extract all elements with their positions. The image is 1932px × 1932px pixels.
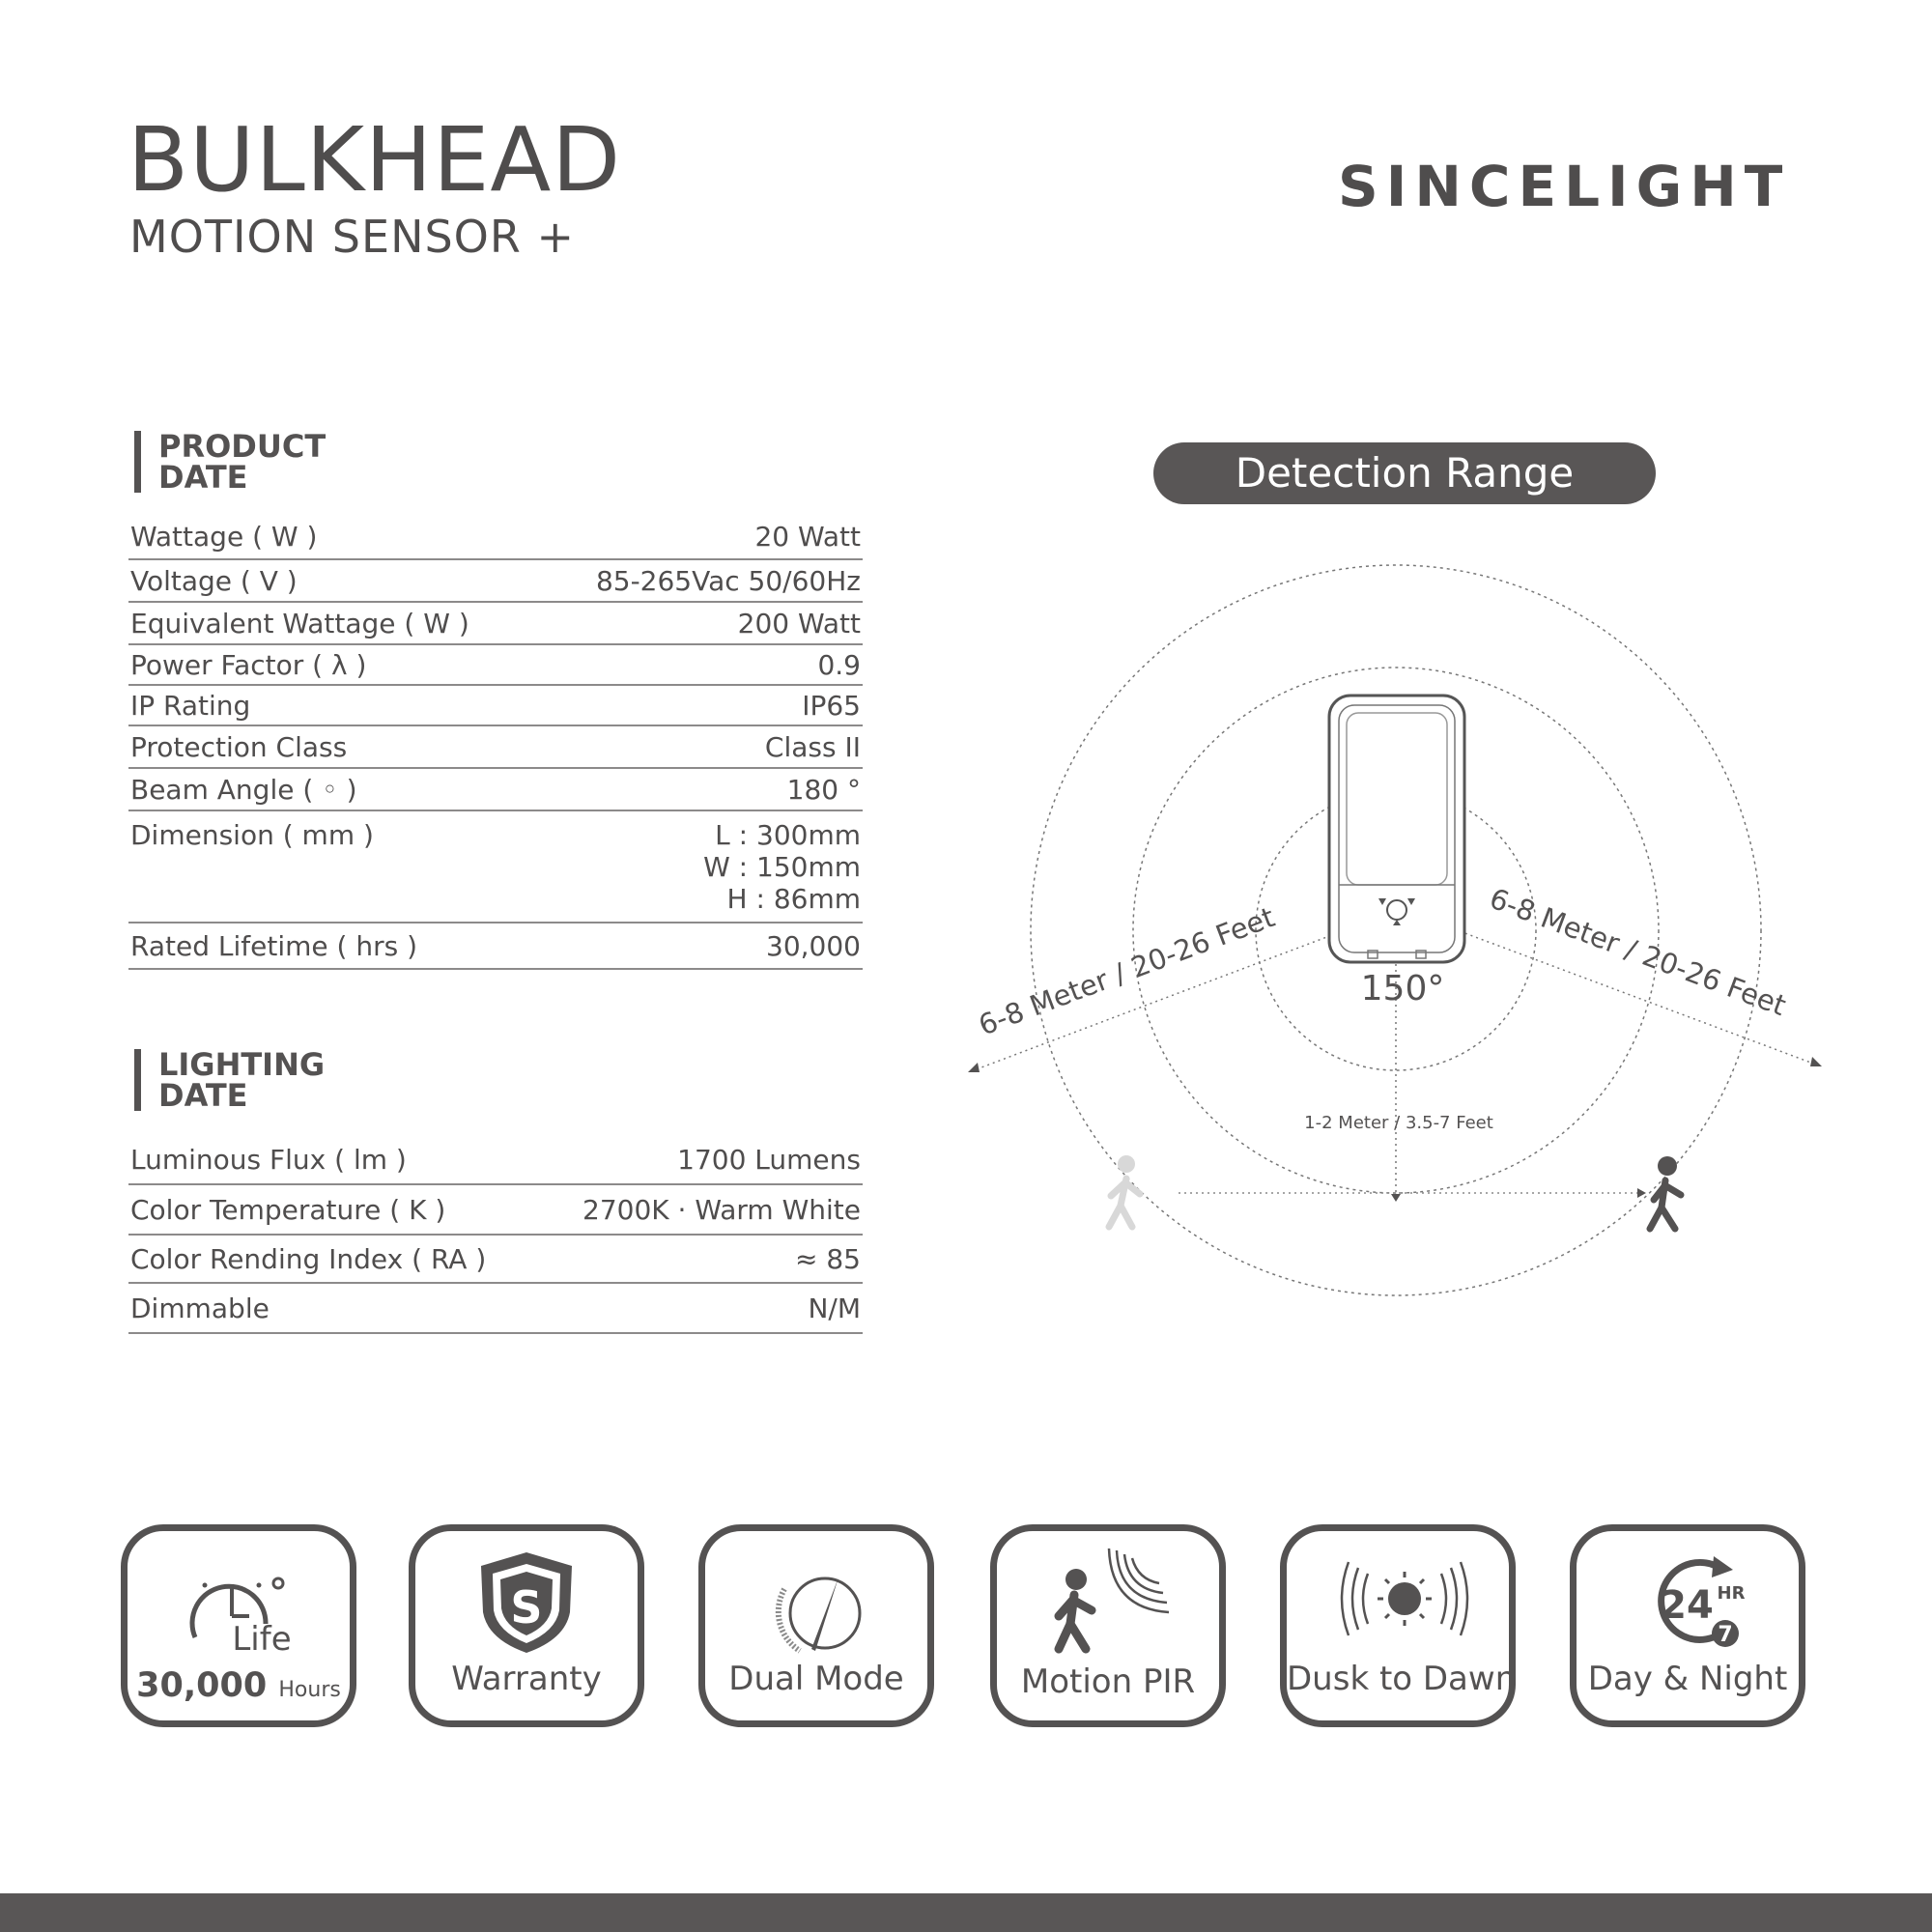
row-label: Luminous Flux ( lm ) <box>130 1143 407 1176</box>
dusk-to-dawn-label: Dusk to Dawn <box>1287 1660 1517 1698</box>
row-label: Equivalent Wattage ( W ) <box>130 607 469 639</box>
near-arrow-head <box>1391 1194 1401 1202</box>
near-range-label: 1-2 Meter / 3.5-7 Feet <box>1304 1113 1493 1133</box>
table-row <box>128 1284 863 1334</box>
feature-card-warranty <box>409 1524 644 1727</box>
row-label: Power Factor ( λ ) <box>130 648 367 681</box>
table-row <box>128 726 863 769</box>
life-value-line <box>128 1666 350 1705</box>
brand-logo: SINCELIGHT <box>1338 154 1791 219</box>
row-label: Wattage ( W ) <box>130 520 318 553</box>
life-label: Life <box>232 1620 292 1659</box>
table-row <box>128 686 863 726</box>
row-value: 0.9 <box>817 648 861 681</box>
row-value: 2700K · Warm White <box>582 1193 861 1226</box>
svg-text:S: S <box>510 1581 543 1634</box>
badge-7: 7 <box>1718 1623 1733 1647</box>
badge-24: 24 <box>1660 1583 1714 1628</box>
lighting-data-heading <box>134 1046 390 1114</box>
row-value: 200 Watt <box>737 607 861 639</box>
table-row <box>128 1236 863 1284</box>
feature-card-life <box>121 1524 356 1727</box>
life-value: 30,000 <box>136 1666 268 1705</box>
product-spec-table <box>128 514 863 970</box>
row-value: 180 ° <box>786 773 861 806</box>
row-value: ≈ 85 <box>795 1242 861 1275</box>
walk-arrow-head <box>1637 1188 1646 1198</box>
dual-mode-label: Dual Mode <box>728 1660 904 1698</box>
left-arrow-head <box>968 1063 980 1072</box>
row-value: N/M <box>808 1292 861 1324</box>
heading-line: LIGHTING <box>158 1046 326 1083</box>
table-row <box>128 603 863 645</box>
row-label: Protection Class <box>130 730 348 763</box>
heading-line: DATE <box>158 459 248 496</box>
product-title: BULKHEAD <box>128 108 622 212</box>
row-value: IP65 <box>802 689 861 722</box>
row-label: Dimmable <box>130 1292 270 1324</box>
product-subtitle: MOTION SENSOR + <box>129 211 576 263</box>
lighting-spec-table <box>128 1135 863 1334</box>
life-unit: Hours <box>278 1678 341 1702</box>
table-row <box>128 560 863 603</box>
row-value: 30,000 <box>766 929 861 962</box>
heading-line: DATE <box>158 1077 248 1114</box>
table-row <box>128 1135 863 1185</box>
row-value: Class II <box>764 730 861 763</box>
feature-card-dual-mode <box>698 1524 934 1727</box>
row-label: Beam Angle ( ◦ ) <box>130 773 357 806</box>
day-night-label: Day & Night <box>1587 1660 1788 1698</box>
feature-card-motion-pir <box>990 1524 1226 1727</box>
feature-card-dusk-to-dawn <box>1280 1524 1516 1727</box>
left-range-label: 6-8 Meter / 20-26 Feet <box>974 900 1279 1042</box>
dimension-line: L : 300mm <box>715 819 861 851</box>
table-row <box>128 1185 863 1236</box>
row-label: Color Temperature ( K ) <box>130 1193 446 1226</box>
warranty-label: Warranty <box>451 1660 602 1698</box>
heading-line: PRODUCT <box>158 428 327 465</box>
detection-diagram <box>956 560 1845 1333</box>
row-label: Voltage ( V ) <box>130 564 298 597</box>
right-range-label: 6-8 Meter / 20-26 Feet <box>1485 881 1791 1023</box>
row-value <box>703 819 861 915</box>
footer-bar <box>0 1893 1932 1932</box>
dimension-line: W : 150mm <box>703 851 861 883</box>
row-label: IP Rating <box>130 689 251 722</box>
table-row <box>128 645 863 686</box>
table-row <box>128 514 863 560</box>
detection-range-title: Detection Range <box>1153 442 1656 504</box>
walking-person-faded-icon <box>1109 1155 1140 1227</box>
badge-hr: HR <box>1717 1583 1746 1604</box>
feature-card-day-night <box>1570 1524 1805 1727</box>
row-label: Color Rending Index ( RA ) <box>130 1242 487 1275</box>
table-row <box>128 923 863 970</box>
row-value: 85-265Vac 50/60Hz <box>595 564 861 597</box>
angle-label: 150° <box>1360 969 1445 1009</box>
row-label: Rated Lifetime ( hrs ) <box>130 929 417 962</box>
row-label: Dimension ( mm ) <box>130 819 374 851</box>
product-data-heading <box>134 428 390 496</box>
row-value: 1700 Lumens <box>677 1143 861 1176</box>
walking-person-icon <box>1650 1156 1681 1229</box>
table-row <box>128 769 863 811</box>
dimension-line: H : 86mm <box>726 883 861 915</box>
table-row <box>128 811 863 923</box>
row-value: 20 Watt <box>754 520 861 553</box>
right-arrow-head <box>1810 1057 1822 1066</box>
motion-pir-label: Motion PIR <box>1020 1662 1196 1701</box>
